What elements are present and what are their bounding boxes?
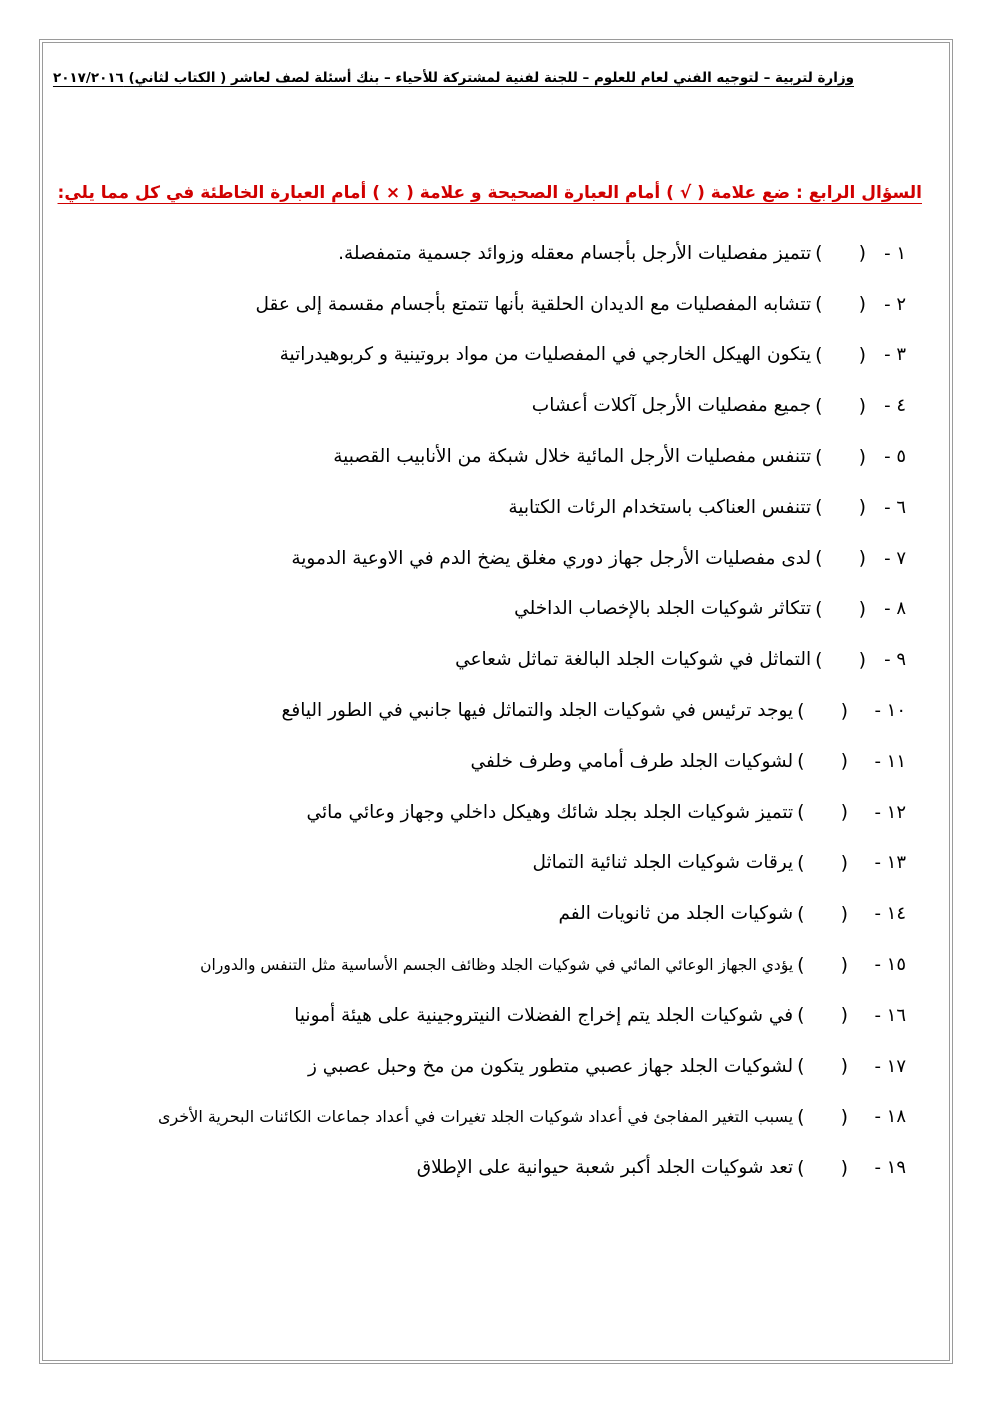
item-number: ٤ -: [884, 395, 906, 417]
page-header: وزارة لتربية – لتوجيه الفني لعام للعلوم – للجنة لفنية لمشتركة للأحياء – بنك أسئلة لصف لعاشر ( الكتاب لثاني) ٢٠١٧/٢٠١٦: [52, 70, 854, 86]
list-item: [60, 279, 906, 330]
item-statement: يؤدي الجهاز الوعائي المائي في شوكيات الجلد وظائف الجسم الأساسية مثل التنفس والدوران: [200, 955, 794, 974]
item-number: ١٥ -: [874, 954, 906, 976]
list-item: [60, 330, 906, 381]
answer-box-open: (: [840, 1004, 848, 1027]
list-item: [60, 482, 906, 533]
answer-box-close: ): [815, 343, 823, 366]
answer-box-open: (: [858, 547, 866, 570]
list-item: [60, 888, 906, 939]
item-statement: جميع مفصليات الأرجل آكلات أعشاب: [531, 395, 812, 417]
answer-box-open: (: [840, 750, 848, 773]
item-number: ٩ -: [884, 649, 906, 671]
list-item: [60, 228, 906, 279]
answer-box-close: ): [797, 699, 805, 722]
answer-box-close: ): [797, 801, 805, 824]
answer-box-open: (: [858, 394, 866, 417]
item-number: ١٠ -: [874, 700, 906, 722]
answer-box-open: (: [858, 597, 866, 620]
answer-box-open: (: [840, 902, 848, 925]
answer-box-close: ): [815, 648, 823, 671]
list-item: [60, 787, 906, 838]
item-statement: تتميز شوكيات الجلد بجلد شائك وهيكل داخلي وجهاز وعائي مائي: [306, 801, 794, 823]
item-statement: يسبب التغير المفاجئ في أعداد شوكيات الجلد تغيرات في أعداد جماعات الكائنات البحرية الأخرى: [157, 1107, 794, 1127]
item-statement: يرقات شوكيات الجلد ثنائية التماثل: [532, 852, 794, 874]
answer-box-open: (: [840, 953, 848, 976]
answer-box-close: ): [815, 445, 823, 468]
list-item: [60, 1092, 906, 1143]
answer-box-close: ): [797, 1105, 805, 1128]
list-item: [60, 685, 906, 736]
item-number: ١٣ -: [874, 852, 906, 874]
answer-box-close: ): [815, 547, 823, 570]
answer-box-open: (: [858, 343, 866, 366]
list-item: [60, 1142, 906, 1193]
answer-box-close: ): [797, 750, 805, 773]
answer-box-close: ): [815, 597, 823, 620]
answer-box-open: (: [858, 293, 866, 316]
item-statement: يتكون الهيكل الخارجي في المفصليات من مواد بروتينية و كربوهيدراتية: [279, 344, 812, 366]
list-item: [60, 1041, 906, 1092]
item-statement: تتشابه المفصليات مع الديدان الحلقية بأنها تتمتع بأجسام مقسمة إلى عقل: [255, 293, 812, 315]
list-item: [60, 990, 906, 1041]
answer-box-open: (: [858, 496, 866, 519]
item-statement: شوكيات الجلد من ثانويات الفم: [558, 903, 794, 925]
answer-box-open: (: [840, 1055, 848, 1078]
list-item: [60, 431, 906, 482]
item-number: ٥ -: [884, 446, 906, 468]
item-statement: لشوكيات الجلد جهاز عصبي متطور يتكون من مخ وحبل عصبي ز: [307, 1055, 794, 1077]
answer-box-open: (: [840, 1105, 848, 1128]
answer-box-close: ): [797, 902, 805, 925]
item-number: ١٤ -: [874, 903, 906, 925]
answer-box-close: ): [797, 1156, 805, 1179]
answer-box-close: ): [797, 1004, 805, 1027]
item-statement: تعد شوكيات الجلد أكبر شعبة حيوانية على الإطلاق: [416, 1157, 794, 1179]
answer-box-open: (: [858, 242, 866, 265]
item-statement: تتنفس العناكب باستخدام الرئات الكتابية: [508, 496, 812, 518]
item-number: ٨ -: [884, 598, 906, 620]
item-statement: يوجد ترئيس في شوكيات الجلد والتماثل فيها جانبي في الطور اليافع: [281, 700, 794, 722]
item-statement: التماثل في شوكيات الجلد البالغة تماثل شعاعي: [455, 649, 812, 671]
list-item: [60, 634, 906, 685]
item-statement: لدى مفصليات الأرجل جهاز دوري مغلق يضخ الدم في الاوعية الدموية: [291, 547, 812, 569]
list-item: [60, 736, 906, 787]
item-number: ١١ -: [874, 750, 906, 772]
item-number: ١٦ -: [874, 1004, 906, 1026]
answer-box-close: ): [797, 1055, 805, 1078]
answer-box-close: ): [815, 242, 823, 265]
item-statement: لشوكيات الجلد طرف أمامي وطرف خلفي: [470, 750, 794, 772]
item-statement: في شوكيات الجلد يتم إخراج الفضلات النيتروجينية على هيئة أمونيا: [294, 1004, 794, 1026]
answer-box-open: (: [858, 445, 866, 468]
list-item: [60, 939, 906, 990]
answer-box-close: ): [815, 496, 823, 519]
item-number: ٦ -: [884, 496, 906, 518]
item-statement: تتنفس مفصليات الأرجل المائية خلال شبكة من الأنابيب القصبية: [333, 446, 812, 468]
list-item: [60, 838, 906, 889]
item-number: ١٩ -: [874, 1157, 906, 1179]
item-number: ١٢ -: [874, 801, 906, 823]
list-item: [60, 533, 906, 584]
item-number: ١٨ -: [874, 1106, 906, 1128]
answer-box-close: ): [797, 851, 805, 874]
question-list: [60, 228, 906, 1193]
answer-box-close: ): [815, 394, 823, 417]
answer-box-close: ): [815, 293, 823, 316]
item-number: ٢ -: [884, 293, 906, 315]
item-number: ٧ -: [884, 547, 906, 569]
item-number: ١ -: [884, 242, 906, 264]
item-statement: تتكاثر شوكيات الجلد بالإخصاب الداخلي: [514, 598, 812, 620]
answer-box-open: (: [840, 851, 848, 874]
item-number: ٣ -: [884, 344, 906, 366]
answer-box-open: (: [840, 801, 848, 824]
list-item: [60, 380, 906, 431]
question-title: السؤال الرابع : ضع علامة ( √ ) أمام العبارة الصحيحة و علامة ( × ) أمام العبارة الخاطئة في كل مما يلي:: [57, 183, 922, 203]
answer-box-close: ): [797, 953, 805, 976]
answer-box-open: (: [840, 1156, 848, 1179]
list-item: [60, 584, 906, 635]
answer-box-open: (: [858, 648, 866, 671]
item-number: ١٧ -: [874, 1055, 906, 1077]
answer-box-open: (: [840, 699, 848, 722]
item-statement: تتميز مفصليات الأرجل بأجسام معقله وزوائد جسمية متمفصلة.: [338, 242, 812, 264]
